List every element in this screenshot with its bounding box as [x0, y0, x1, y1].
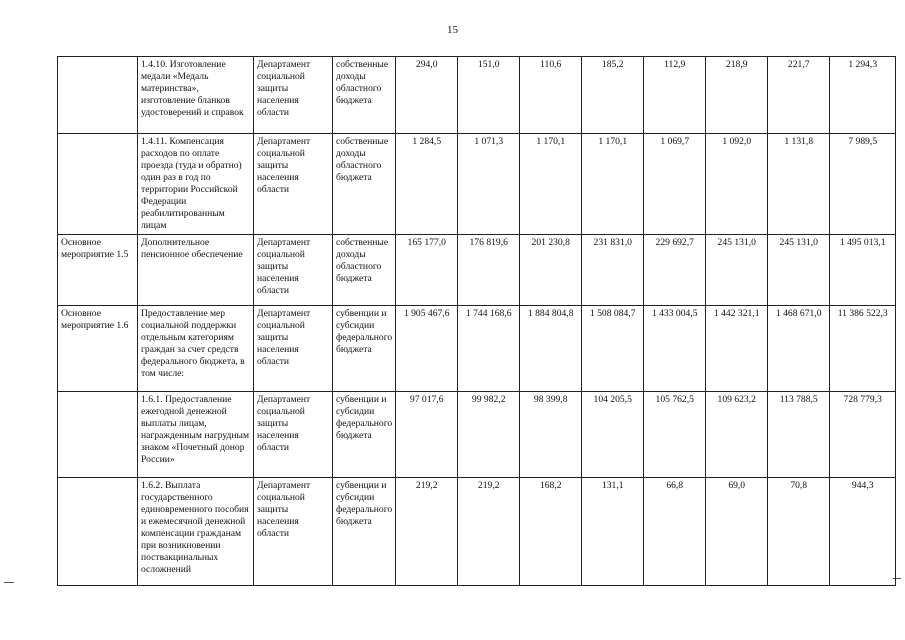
value-cell: 1 092,0	[706, 134, 768, 235]
table-row	[58, 57, 896, 134]
value-cell: 185,2	[582, 57, 644, 134]
table-row	[58, 235, 896, 306]
value-cell: 69,0	[706, 478, 768, 586]
measure-cell	[58, 392, 138, 478]
total-cell: 944,3	[830, 478, 896, 586]
table-row	[58, 478, 896, 586]
measure-name-cell: 1.4.10. Изготовление медали «Медаль материнства», изготовление бланков удостоверений и справок	[138, 57, 254, 134]
table-row	[58, 306, 896, 392]
value-cell: 1 069,7	[644, 134, 706, 235]
executor-cell: Департамент социальной защиты населения области	[254, 306, 333, 392]
measure-name-cell: Дополнительное пенсионное обеспечение	[138, 235, 254, 306]
value-cell: 97 017,6	[396, 392, 458, 478]
table-row	[58, 134, 896, 235]
executor-cell: Департамент социальной защиты населения области	[254, 235, 333, 306]
value-cell: 113 788,5	[768, 392, 830, 478]
funding-source-cell: собственные доходы областного бюджета	[333, 134, 396, 235]
value-cell: 98 399,8	[520, 392, 582, 478]
measure-name-cell: Предоставление мер социальной поддержки отдельным категориям граждан за счет средств федерального бюджета, в том числе:	[138, 306, 254, 392]
funding-source-cell: субвенции и субсидии федерального бюджета	[333, 392, 396, 478]
value-cell: 1 884 804,8	[520, 306, 582, 392]
measure-cell: Основное мероприятие 1.5	[58, 235, 138, 306]
executor-cell: Департамент социальной защиты населения области	[254, 134, 333, 235]
executor-cell: Департамент социальной защиты населения области	[254, 392, 333, 478]
value-cell: 1 905 467,6	[396, 306, 458, 392]
funding-source-cell: субвенции и субсидии федерального бюджета	[333, 306, 396, 392]
value-cell: 1 071,3	[458, 134, 520, 235]
executor-cell: Департамент социальной защиты населения области	[254, 57, 333, 134]
table-row	[58, 392, 896, 478]
total-cell: 1 294,3	[830, 57, 896, 134]
value-cell: 1 433 004,5	[644, 306, 706, 392]
value-cell: 221,7	[768, 57, 830, 134]
value-cell: 66,8	[644, 478, 706, 586]
funding-source-cell: собственные доходы областного бюджета	[333, 57, 396, 134]
measure-cell: Основное мероприятие 1.6	[58, 306, 138, 392]
value-cell: 294,0	[396, 57, 458, 134]
value-cell: 176 819,6	[458, 235, 520, 306]
value-cell: 245 131,0	[768, 235, 830, 306]
value-cell: 219,2	[396, 478, 458, 586]
value-cell: 218,9	[706, 57, 768, 134]
measure-cell	[58, 478, 138, 586]
value-cell: 1 508 084,7	[582, 306, 644, 392]
value-cell: 1 284,5	[396, 134, 458, 235]
value-cell: 165 177,0	[396, 235, 458, 306]
measure-cell	[58, 57, 138, 134]
value-cell: 1 170,1	[520, 134, 582, 235]
value-cell: 131,1	[582, 478, 644, 586]
scan-mark-left	[4, 582, 14, 583]
value-cell: 1 442 321,1	[706, 306, 768, 392]
value-cell: 104 205,5	[582, 392, 644, 478]
measure-name-cell: 1.4.11. Компенсация расходов по оплате проезда (туда и обратно) один раз в год по территории Российской Федерации реабилитированным лицам	[138, 134, 254, 235]
executor-cell: Департамент социальной защиты населения области	[254, 478, 333, 586]
value-cell: 151,0	[458, 57, 520, 134]
page-number: 15	[447, 24, 458, 36]
total-cell: 11 386 522,3	[830, 306, 896, 392]
value-cell: 109 623,2	[706, 392, 768, 478]
value-cell: 1 744 168,6	[458, 306, 520, 392]
value-cell: 70,8	[768, 478, 830, 586]
value-cell: 245 131,0	[706, 235, 768, 306]
funding-source-cell: собственные доходы областного бюджета	[333, 235, 396, 306]
measure-name-cell: 1.6.2. Выплата государственного единовременного пособия и ежемесячной денежной компенсации гражданам при возникновении поствакцинальных осложнений	[138, 478, 254, 586]
value-cell: 99 982,2	[458, 392, 520, 478]
value-cell: 168,2	[520, 478, 582, 586]
total-cell: 728 779,3	[830, 392, 896, 478]
value-cell: 1 468 671,0	[768, 306, 830, 392]
value-cell: 201 230,8	[520, 235, 582, 306]
value-cell: 110,6	[520, 57, 582, 134]
total-cell: 1 495 013,1	[830, 235, 896, 306]
value-cell: 1 170,1	[582, 134, 644, 235]
value-cell: 105 762,5	[644, 392, 706, 478]
value-cell: 219,2	[458, 478, 520, 586]
value-cell: 1 131,8	[768, 134, 830, 235]
total-cell: 7 989,5	[830, 134, 896, 235]
value-cell: 229 692,7	[644, 235, 706, 306]
funding-source-cell: субвенции и субсидии федерального бюджета	[333, 478, 396, 586]
measure-name-cell: 1.6.1. Предоставление ежегодной денежной выплаты лицам, награжденным нагрудным знаком «Почетный донор России»	[138, 392, 254, 478]
budget-table	[57, 56, 896, 586]
value-cell: 112,9	[644, 57, 706, 134]
value-cell: 231 831,0	[582, 235, 644, 306]
measure-cell	[58, 134, 138, 235]
